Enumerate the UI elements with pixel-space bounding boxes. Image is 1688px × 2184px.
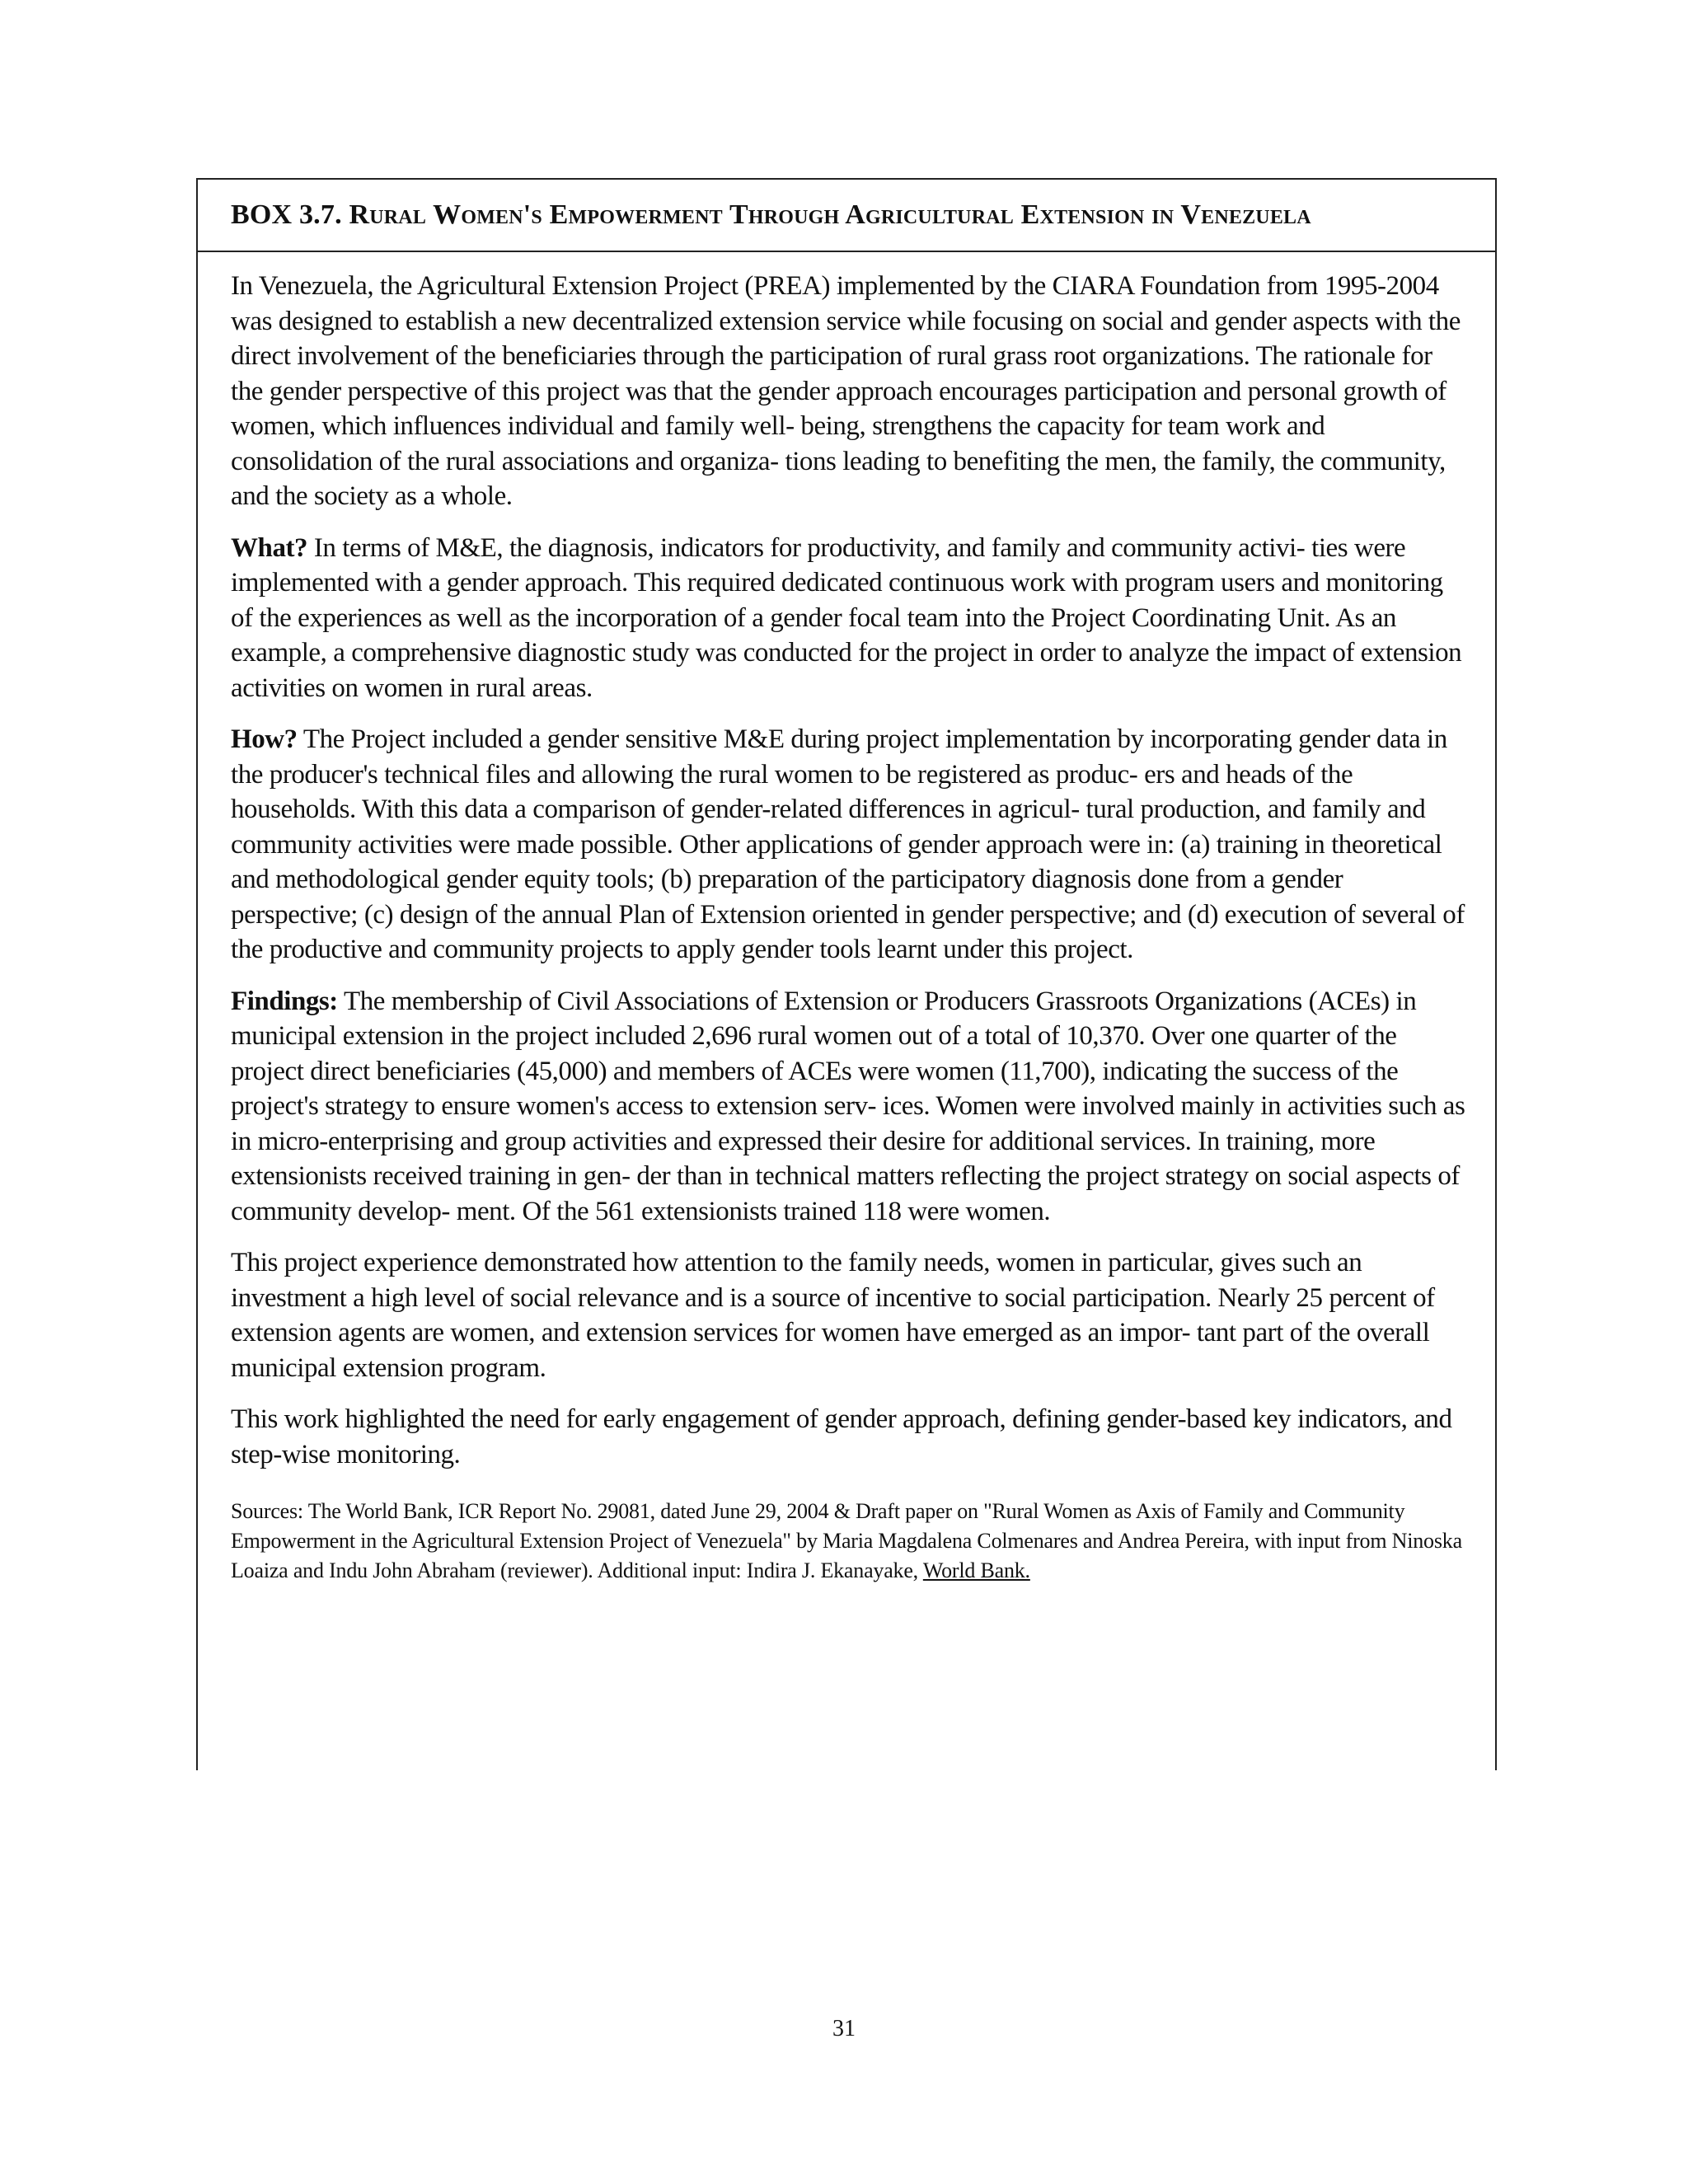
paragraph-lead: How? (231, 724, 298, 754)
page-number: 31 (832, 2016, 856, 2041)
paragraph-findings (231, 984, 1465, 1230)
paragraph-text: The membership of Civil Associations of Extension or Producers Grassroots Organizations (ACEs) in municipal extension in the project included 2,696 rural women out of a total of 10,370. Over one quarter of the project direct beneficiaries (45,000) and members of ACEs were women (11,700), indicating the success of the project's strategy to ensure women's access to extension serv- ices. Women were involved mainly in activities such as in micro-enterprising and group activities and expressed their desire for additional services. In training, more extensionists received training in gen- der than in technical matters reflecting the project strategy on social aspects of community develop- ment. Of the 561 extensionists trained 118 were women. (231, 986, 1465, 1226)
paragraph-text: In Venezuela, the Agricultural Extension Project (PREA) implemented by the CIARA Foundation from 1995-2004 was designed to establish a new decentralized extension service while focusing on social and gender aspects with the direct involvement of the beneficiaries through the participation of rural grass root organizations. The rationale for the gender perspective of this project was that the gender approach encourages participation and personal growth of women, which influences individual and family well- being, strengthens the capacity for team work and consolidation of the rural associations and organiza- tions leading to benefiting the men, the family, the community, and the society as a whole. (231, 271, 1461, 511)
box-header (198, 180, 1495, 252)
paragraph-lead: Findings: (231, 986, 338, 1016)
paragraph-text: This work highlighted the need for early engagement of gender approach, defining gender-based key indicators, and step-wise monitoring. (231, 1404, 1452, 1469)
paragraph-intro (231, 269, 1465, 514)
box-title: BOX 3.7. Rural Women's Empowerment Through Agricultural Extension in Venezuela (231, 199, 1311, 230)
paragraph-conclusion (231, 1402, 1465, 1472)
paragraph-text: This project experience demonstrated how attention to the family needs, women in particular, gives such an investment a high level of social relevance and is a source of incentive to social participation. Nearly 25 percent of extension agents are women, and extension services for women have emerged as an impor- tant part of the overall municipal extension program. (231, 1248, 1435, 1383)
box-body (198, 252, 1495, 1586)
paragraph-text: The Project included a gender sensitive M&E during project implementation by incorporating gender data in the producer's technical files and allowing the rural women to be registered as produc- ers and heads of the households. With this data a comparison of gender-related differences in agricul- tural production, and family and community activities were made possible. Other applications of gender approach were in: (a) training in theoretical and methodological gender equity tools; (b) preparation of the participatory diagnosis done from a gender perspective; (c) design of the annual Plan of Extension oriented in gender perspective; and (d) execution of several of the productive and community projects to apply gender tools learnt under this project. (231, 724, 1465, 964)
sources-link[interactable]: World Bank. (922, 1558, 1030, 1582)
paragraph-text: In terms of M&E, the diagnosis, indicators for productivity, and family and community activi- ties were implemented with a gender approach. This required dedicated continuous work with program users and monitoring of the experiences as well as the incorporation of a gender focal team into the Project Coordinating Unit. As an example, a comprehensive diagnostic study was conducted for the project in order to analyze the impact of extension activities on women in rural areas. (231, 532, 1462, 703)
content-box (196, 178, 1497, 1770)
paragraph-lead: What? (231, 532, 308, 563)
sources-text: Sources: The World Bank, ICR Report No. 29081, dated June 29, 2004 & Draft paper on "Rural Women as Axis of Family and Community Empowerment in the Agricultural Extension Project of Venezuela" by Maria Magdalena Colmenares and Andrea Pereira, with input from Ninoska Loaiza and Indu John Abraham (reviewer). Additional input: Indira J. Ekanayake, (231, 1499, 1462, 1582)
paragraph-experience (231, 1245, 1465, 1385)
paragraph-what (231, 531, 1465, 706)
paragraph-how (231, 722, 1465, 968)
sources-note (231, 1497, 1465, 1586)
